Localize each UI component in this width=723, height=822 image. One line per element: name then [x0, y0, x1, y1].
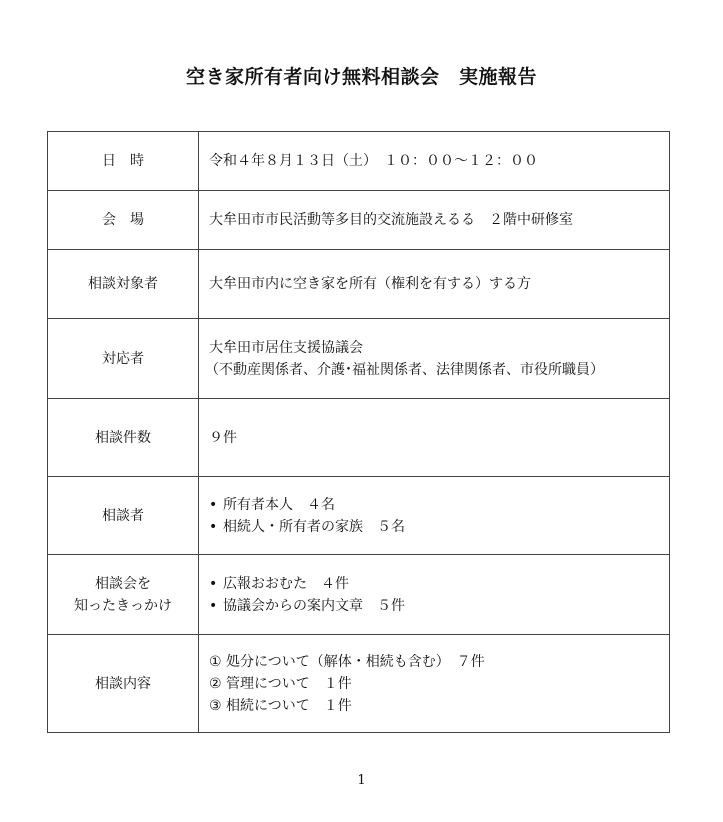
label-venue: [48, 191, 199, 250]
label-text: 相談会を: [95, 575, 151, 592]
bullet-list: [209, 573, 663, 617]
label-text: 対応者: [102, 350, 144, 367]
row-target: [48, 250, 670, 319]
row-consult-count: [48, 399, 670, 477]
label-consultees: [48, 477, 199, 555]
row-content: [48, 635, 670, 733]
page-title: 空き家所有者向け無料相談会 実施報告: [185, 66, 537, 88]
label-text: 相談者: [102, 507, 144, 524]
value-text: ９件: [209, 429, 237, 446]
row-venue: [48, 191, 670, 250]
row-how-learned: [48, 555, 670, 635]
list-item: • 相続人・所有者の家族 ５名: [209, 516, 663, 538]
value-text: ② 管理について １件: [209, 675, 352, 692]
label-responders: [48, 319, 199, 399]
value-datetime: [199, 132, 670, 191]
list-item: • 広報おおむた ４件: [209, 573, 663, 595]
label-how-learned: [48, 555, 199, 635]
label-text: 日 時: [102, 153, 144, 169]
row-datetime: [48, 132, 670, 191]
label-content: [48, 635, 199, 733]
label-text: 相談対象者: [88, 276, 158, 292]
value-text: ① 処分について（解体・相続も含む） ７件: [209, 653, 485, 670]
label-datetime: [48, 132, 199, 191]
value-content: [199, 635, 670, 733]
row-responders: [48, 319, 670, 399]
value-how-learned: [199, 555, 670, 635]
bullet-list: [209, 494, 663, 538]
label-text: 相談件数: [95, 429, 151, 446]
page-number: 1: [357, 773, 366, 788]
value-text: 大牟田市居住支援協議会: [209, 339, 363, 356]
value-venue: [199, 191, 670, 250]
list-item: • 所有者本人 ４名: [209, 494, 663, 516]
report-table: [47, 131, 670, 733]
label-consult-count: [48, 399, 199, 477]
label-text: 相談内容: [95, 675, 151, 692]
row-consultees: [48, 477, 670, 555]
label-target: [48, 250, 199, 319]
value-text: （不動産関係者、介護･福祉関係者、法律関係者、市役所職員）: [205, 361, 604, 378]
value-consultees: [199, 477, 670, 555]
value-text: 令和４年８月１３日（土） １０：００～１２：００: [209, 153, 538, 169]
value-target: [199, 250, 670, 319]
value-text: 大牟田市市民活動等多目的交流施設えるる ２階中研修室: [209, 212, 573, 228]
value-consult-count: [199, 399, 670, 477]
list-item: • 協議会からの案内文章 ５件: [209, 595, 663, 617]
value-text: 大牟田市内に空き家を所有（権利を有する）する方: [209, 276, 531, 292]
value-responders: [199, 319, 670, 399]
value-text: ③ 相続について １件: [209, 697, 352, 714]
label-text: 知ったきっかけ: [74, 597, 172, 614]
label-text: 会 場: [102, 212, 144, 228]
